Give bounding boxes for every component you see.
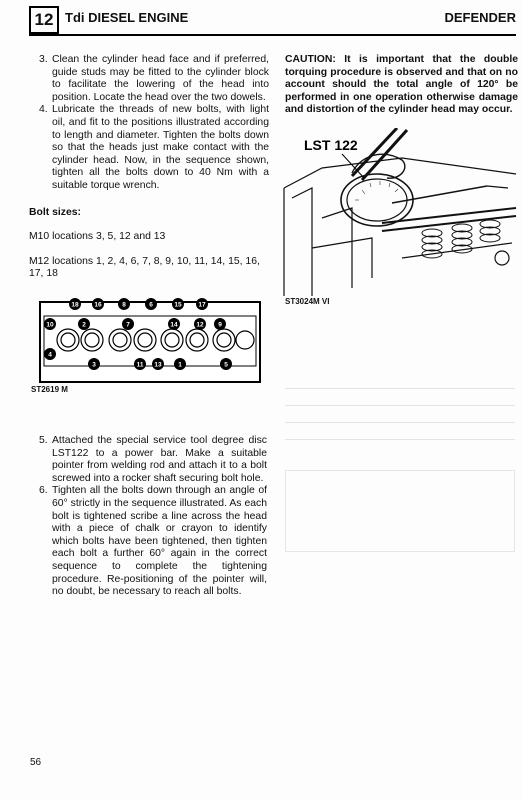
step-number: 6. <box>39 485 48 497</box>
page-number: 56 <box>30 757 42 768</box>
figure-right-caption: ST3024M VI <box>285 297 330 306</box>
step-text: Clean the cylinder head face and if preferred, guide studs may be fitted to the cylinder block to facilitate the lowering of the head into position. Locate the head over the two dowels. <box>52 54 269 103</box>
degree-disc-illustration <box>282 128 518 296</box>
section-title: Tdi DIESEL ENGINE <box>65 10 189 25</box>
bolt-number: 6 <box>149 301 153 309</box>
vehicle-title: DEFENDER <box>444 10 516 25</box>
bolt-sizes-m12: M12 locations 1, 2, 4, 6, 7, 8, 9, 10, 11, 14, 15, 16, 17, 18 <box>29 255 260 280</box>
step-3 <box>29 54 269 104</box>
step-4 <box>29 104 269 192</box>
header-rule <box>29 34 516 36</box>
bolt-number: 8 <box>122 301 126 309</box>
section-number-box: 12 <box>29 6 59 34</box>
bolt-number: 5 <box>224 361 228 369</box>
step-6 <box>29 485 267 598</box>
bolt-number: 1 <box>178 361 182 369</box>
bolt-number: 2 <box>82 321 86 329</box>
left-column-lower-text <box>29 435 267 599</box>
bolt-number: 3 <box>92 361 96 369</box>
bolt-sequence-diagram <box>30 292 268 388</box>
bolt-number: 7 <box>126 321 130 329</box>
bleed-through-text <box>285 378 515 552</box>
bolt-number: 4 <box>48 351 52 359</box>
bolt-sizes-heading: Bolt sizes: <box>29 206 81 218</box>
bolt-number: 13 <box>154 361 162 369</box>
tool-label: LST 122 <box>304 137 358 153</box>
bolt-number: 18 <box>71 301 79 309</box>
bolt-number: 14 <box>170 321 178 329</box>
left-column-text <box>29 54 269 281</box>
bolt-sequence-figure <box>30 292 268 388</box>
step-number: 4. <box>39 104 48 116</box>
step-text: Lubricate the threads of new bolts, with light oil, and fit to the positions illustrated according to length and diameter. Tighten the bolts down so that the heads just make contact with the cylinder head. Now, in the sequence shown, tighten all the bolts down to 40 Nm with a suitable torque wrench. <box>52 104 269 191</box>
bolt-number: 9 <box>218 321 222 329</box>
bolt-number: 11 <box>136 361 144 369</box>
step-number: 3. <box>39 54 48 65</box>
figure-left-caption: ST2619 M <box>31 385 68 394</box>
step-text: Tighten all the bolts down through an angle of 60° strictly in the sequence illustrated. As each bolt is tightened scribe a line across the head with a piece of chalk or crayon to identify which bolts have been tightened, then tighten each bolt a further 60° again in the correct sequence to complete the tightening procedure. Re-positioning of the pointer will, no doubt, be necessary to reach all bolts. <box>52 485 267 598</box>
bolt-number: 17 <box>198 301 206 309</box>
bolt-number: 15 <box>174 301 182 309</box>
step-5 <box>29 435 267 485</box>
bolt-number: 10 <box>46 321 54 329</box>
page-header <box>29 6 516 34</box>
degree-disc-figure <box>282 128 518 296</box>
caution-text: CAUTION: It is important that the double torquing procedure is observed and that on no account should the total angle of 120° be performed in one operation otherwise damage and distortion of the cylinder head may occur. <box>285 54 518 116</box>
bolt-number: 12 <box>196 321 204 329</box>
step-text: Attached the special service tool degree disc LST122 to a power bar. Make a suitable pointer from welding rod and attach it to a bolt screwed into a rocker shaft securing bolt hole. <box>52 435 267 484</box>
bolt-number: 16 <box>94 301 102 309</box>
step-number: 5. <box>39 435 48 446</box>
bolt-sizes-m10: M10 locations 3, 5, 12 and 13 <box>29 231 166 243</box>
